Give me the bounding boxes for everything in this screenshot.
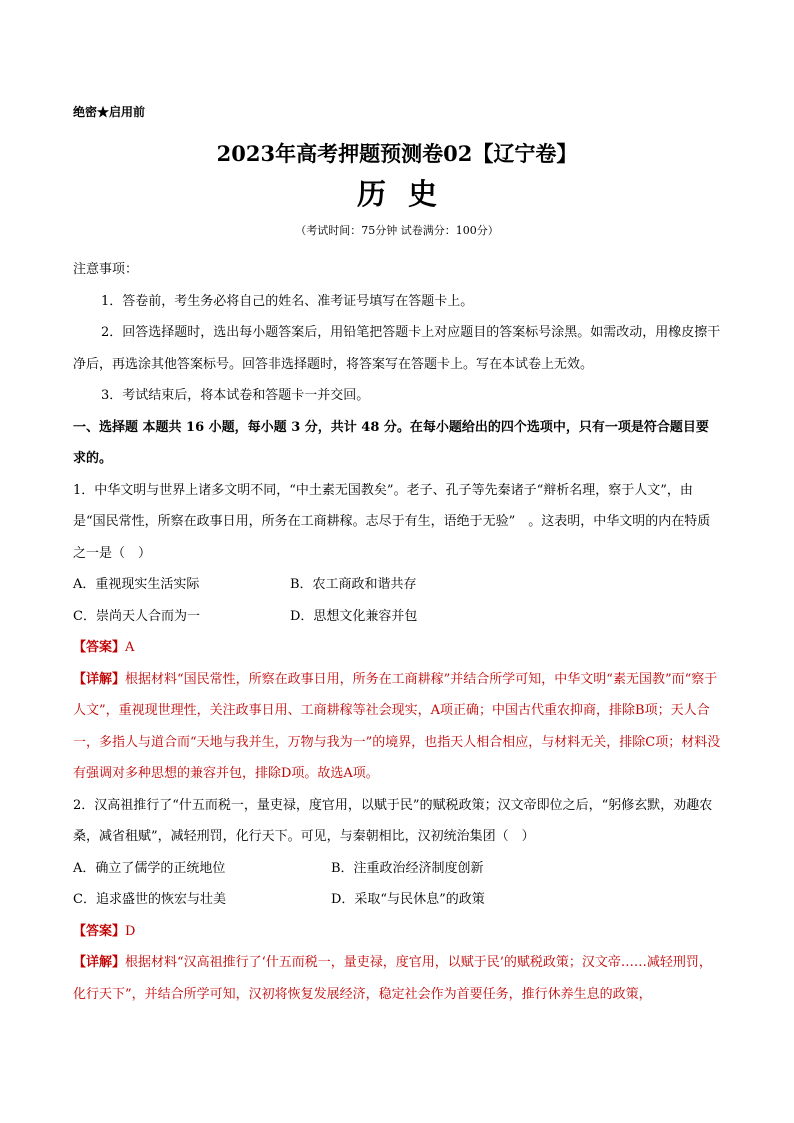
notice-item: 1．答卷前，考生务必将自己的姓名、准考证号填写在答题卡上。 [101, 293, 474, 309]
option-d: D．采取“与民休息”的政策 [331, 892, 485, 907]
detail-paragraph [73, 947, 721, 1010]
exam-title: 2023年高考押题预测卷02【辽宁卷】 [216, 141, 578, 166]
secret-label: 绝密★启用前 [73, 105, 146, 119]
answer-value: D [125, 923, 136, 939]
subject-title: 历史 [356, 177, 459, 211]
section-heading: 一、选择题 本题共 16 小题，每小题 3 分，共计 48 分。在每小题给出的四个选项中，只有一项是符合题目要求的。 [73, 419, 709, 466]
question-stem: 2．汉高祖推行了“什五而税一，量吏禄，度官用，以赋于民”的赋税政策；汉文帝即位之后，“躬修玄默，劝趣农桑，减省租赋”，减轻刑罚，化行天下。可见，与秦朝相比，汉初统治集团（ ） [73, 797, 713, 844]
option-b: B．农工商政和谐共存 [290, 577, 417, 592]
option-c: C．崇尚天人合而为一 [73, 608, 200, 624]
detail-text: 根据材料“汉高祖推行了‘什五而税一，量吏禄，度官用，以赋于民’的赋税政策；汉文帝……减轻刑罚，化行天下”，并结合所学可知，汉初将恢复发展经济，稳定社会作为首要任务，推行休养生息的政策， [73, 955, 712, 1002]
option-c: C．追求盛世的恢宏与壮美 [73, 892, 226, 907]
option-a: A．确立了儒学的正统地位 [73, 860, 226, 876]
option-b: B．注重政治经济制度创新 [331, 860, 484, 876]
detail-text: 根据材料“国民常性，所察在政事日用，所务在工商耕稼”并结合所学可知，中华文明“素无国教”而“察于人文”，重视现世理性，关注政事日用、工商耕稼等社会现实，A项正确；中国古代重农抑商，排除B项；天人合一，多指人与道合而“天地与我并生，万物与我为一”的境界，也指天人相合相应，与材料无关，排除C项；材料没有强调对多种思想的兼容并包，排除D项。故选A项。 [73, 671, 721, 781]
notice-heading: 注意事项： [73, 262, 139, 277]
exam-info: （考试时间：75分钟 试卷满分：100分） [295, 224, 499, 237]
options-row [73, 853, 721, 885]
answer-value: A [125, 640, 135, 655]
notice-item: 3．考试结束后，将本试卷和答题卡一并交回。 [101, 388, 370, 403]
options-row [73, 884, 721, 916]
option-a: A．重视现实生活实际 [73, 577, 200, 592]
detail-label: 【详解】 [73, 955, 126, 970]
detail-paragraph [73, 664, 721, 790]
options-row [73, 601, 721, 633]
answer-label: 【答案】 [73, 640, 126, 655]
answer-line [73, 916, 721, 948]
question-stem: 1．中华文明与世界上诸多文明不同，“中土素无国教矣”。老子、孔子等先秦诸子“辩析名理，察于人文”，由是“国民常性，所察在政事日用，所务在工商耕稼。志尽于有生，语绝于无验” 。这表明，中华文明的内在特质之一是（ ） [73, 482, 711, 561]
exam-body [73, 254, 721, 1010]
options-row [73, 569, 721, 601]
detail-label: 【详解】 [73, 671, 126, 687]
notice-item: 2．回答选择题时，选出每小题答案后，用铅笔把答题卡上对应题目的答案标号涂黑。如需改动，用橡皮擦干净后，再选涂其他答案标号。回答非选择题时，将答案写在答题卡上。写在本试卷上无效。 [73, 325, 721, 372]
answer-line [73, 632, 721, 664]
option-d: D．思想文化兼容并包 [290, 608, 418, 624]
answer-label: 【答案】 [73, 923, 126, 939]
